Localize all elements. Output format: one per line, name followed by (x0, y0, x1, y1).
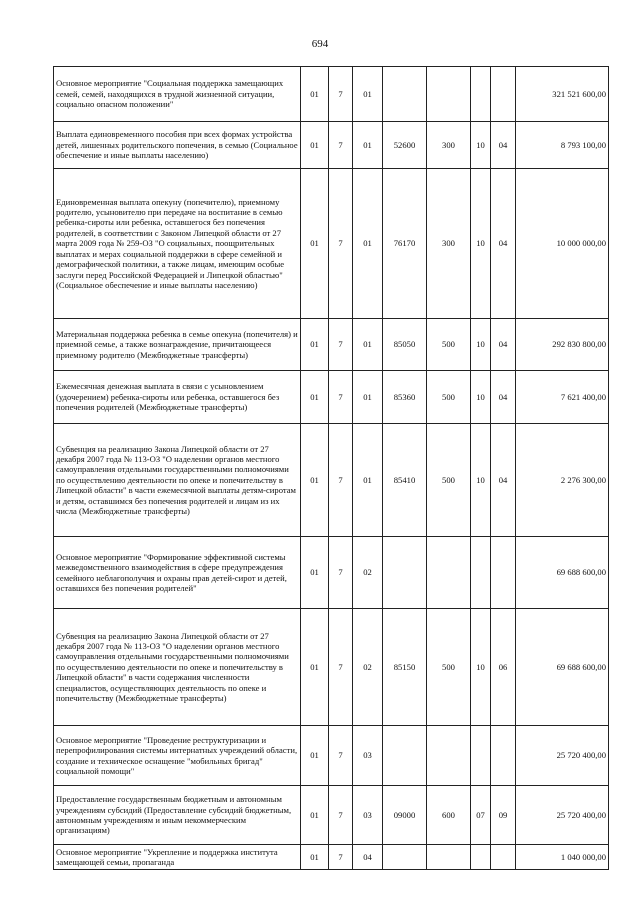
code-direction: 09000 (383, 786, 427, 845)
code-section (471, 726, 491, 786)
code-subsection (491, 726, 516, 786)
code-section: 10 (471, 122, 491, 169)
row-amount: 8 793 100,00 (516, 122, 609, 169)
table-row (54, 67, 609, 122)
page-number: 694 (311, 38, 329, 50)
code-event: 01 (353, 67, 383, 122)
code-expense-type (427, 67, 471, 122)
code-expense-type: 600 (427, 786, 471, 845)
code-event: 02 (353, 609, 383, 726)
code-expense-type (427, 726, 471, 786)
code-direction: 85410 (383, 424, 427, 537)
code-expense-type (427, 537, 471, 609)
code-subsection (491, 67, 516, 122)
code-subsection: 04 (491, 371, 516, 424)
row-description: Субвенция на реализацию Закона Липецкой области от 27 декабря 2007 года № 113-ОЗ "О наделении органов местного самоуправления отдельными государственными полномочиями по осуществлению деятельности по опеке и попечительству в Липецкой области" в части ежемесячной выплаты детям-сиротам и детям, оставшимся без попечения родителей и лицам из их числа (Межбюджетные трансферты) (54, 424, 301, 537)
code-section (471, 537, 491, 609)
code-subprogram: 7 (329, 609, 353, 726)
code-program: 01 (301, 786, 329, 845)
row-description: Основное мероприятие "Проведение реструктуризации и перепрофилирования системы интернатных учреждений области, создание и техническое оснащение "мобильных бригад" социальной помощи" (54, 726, 301, 786)
row-description: Материальная поддержка ребенка в семье опекуна (попечителя) и приемной семье, а также вознаграждение, причитающееся приемному родителю (Межбюджетные трансферты) (54, 319, 301, 371)
table-row (54, 122, 609, 169)
row-description: Субвенция на реализацию Закона Липецкой области от 27 декабря 2007 года № 113-ОЗ "О наделении органов местного самоуправления отдельными государственными полномочиями по осуществлению деятельности по опеке и попечительству в Липецкой области" в части содержания численности специалистов, осуществляющих деятельность по опеке и попечительству (Межбюджетные трансферты) (54, 609, 301, 726)
code-direction: 85360 (383, 371, 427, 424)
code-direction: 76170 (383, 169, 427, 319)
code-subsection: 09 (491, 786, 516, 845)
code-section: 10 (471, 609, 491, 726)
code-subprogram: 7 (329, 537, 353, 609)
row-amount: 1 040 000,00 (516, 845, 609, 870)
row-amount: 69 688 600,00 (516, 537, 609, 609)
code-program: 01 (301, 726, 329, 786)
code-direction (383, 726, 427, 786)
row-description: Основное мероприятие "Социальная поддержка замещающих семей, семей, находящихся в трудной жизненной ситуации, социально опасном положении" (54, 67, 301, 122)
code-program: 01 (301, 537, 329, 609)
code-section (471, 845, 491, 870)
code-subprogram: 7 (329, 67, 353, 122)
code-section: 07 (471, 786, 491, 845)
code-subprogram: 7 (329, 319, 353, 371)
code-subsection: 04 (491, 424, 516, 537)
row-description: Выплата единовременного пособия при всех формах устройства детей, лишенных родительского попечения, в семью (Социальное обеспечение и иные выплаты населению) (54, 122, 301, 169)
code-expense-type: 500 (427, 371, 471, 424)
row-description: Предоставление государственным бюджетным и автономным учреждениям субсидий (Предоставление субсидий бюджетным, автономным учреждениям и иным некоммерческим организациям) (54, 786, 301, 845)
row-description: Ежемесячная денежная выплата в связи с усыновлением (удочерением) ребенка-сироты или ребенка, оставшегося без попечения родителей (Межбюджетные трансферты) (54, 371, 301, 424)
budget-table (53, 66, 609, 870)
code-event: 01 (353, 169, 383, 319)
code-event: 01 (353, 319, 383, 371)
code-subsection: 06 (491, 609, 516, 726)
row-amount: 7 621 400,00 (516, 371, 609, 424)
row-amount: 69 688 600,00 (516, 609, 609, 726)
row-amount: 2 276 300,00 (516, 424, 609, 537)
code-program: 01 (301, 845, 329, 870)
code-section: 10 (471, 319, 491, 371)
table-row (54, 371, 609, 424)
table-row (54, 726, 609, 786)
code-direction (383, 67, 427, 122)
code-direction (383, 537, 427, 609)
code-expense-type: 500 (427, 319, 471, 371)
table-row (54, 537, 609, 609)
code-subprogram: 7 (329, 371, 353, 424)
code-section: 10 (471, 371, 491, 424)
code-subsection: 04 (491, 122, 516, 169)
row-description: Единовременная выплата опекуну (попечителю), приемному родителю, усыновителю при передаче на воспитание в семью ребенка-сироты или ребенка, оставшегося без попечения родителей, в соответствии с Законом Липецкой области от 27 марта 2009 года № 259-ОЗ "О социальных, поощрительных выплатах и мерах социальной поддержки в сфере семейной и демографической политики, а также лицам, имеющим особые заслуги перед Российской Федерацией и Липецкой областью" (Социальное обеспечение и иные выплаты населению) (54, 169, 301, 319)
code-subsection: 04 (491, 169, 516, 319)
code-subprogram: 7 (329, 726, 353, 786)
code-expense-type: 300 (427, 122, 471, 169)
code-program: 01 (301, 122, 329, 169)
code-section: 10 (471, 424, 491, 537)
code-subprogram: 7 (329, 845, 353, 870)
row-amount: 10 000 000,00 (516, 169, 609, 319)
table-row (54, 609, 609, 726)
code-event: 01 (353, 122, 383, 169)
code-event: 03 (353, 726, 383, 786)
row-amount: 25 720 400,00 (516, 786, 609, 845)
code-program: 01 (301, 319, 329, 371)
code-direction: 85150 (383, 609, 427, 726)
row-amount: 292 830 800,00 (516, 319, 609, 371)
code-direction: 52600 (383, 122, 427, 169)
table-row (54, 169, 609, 319)
code-subprogram: 7 (329, 169, 353, 319)
code-event: 01 (353, 371, 383, 424)
code-subsection: 04 (491, 319, 516, 371)
table-row (54, 319, 609, 371)
row-amount: 321 521 600,00 (516, 67, 609, 122)
table-row (54, 845, 609, 870)
code-program: 01 (301, 67, 329, 122)
code-event: 01 (353, 424, 383, 537)
row-description: Основное мероприятие "Укрепление и поддержка института замещающей семьи, пропаганда (54, 845, 301, 870)
code-event: 02 (353, 537, 383, 609)
code-expense-type: 500 (427, 424, 471, 537)
code-program: 01 (301, 371, 329, 424)
code-event: 04 (353, 845, 383, 870)
code-subsection (491, 845, 516, 870)
code-section: 10 (471, 169, 491, 319)
code-program: 01 (301, 424, 329, 537)
code-subprogram: 7 (329, 786, 353, 845)
code-subsection (491, 537, 516, 609)
row-description: Основное мероприятие "Формирование эффективной системы межведомственного взаимодействия в сфере предупреждения семейного неблагополучия и охраны прав детей-сирот и детей, оставшихся без попечения родителей" (54, 537, 301, 609)
code-direction: 85050 (383, 319, 427, 371)
row-amount: 25 720 400,00 (516, 726, 609, 786)
code-program: 01 (301, 169, 329, 319)
code-expense-type: 500 (427, 609, 471, 726)
code-program: 01 (301, 609, 329, 726)
code-event: 03 (353, 786, 383, 845)
code-subprogram: 7 (329, 424, 353, 537)
code-section (471, 67, 491, 122)
code-direction (383, 845, 427, 870)
code-expense-type: 300 (427, 169, 471, 319)
table-row (54, 424, 609, 537)
code-expense-type (427, 845, 471, 870)
table-row (54, 786, 609, 845)
code-subprogram: 7 (329, 122, 353, 169)
